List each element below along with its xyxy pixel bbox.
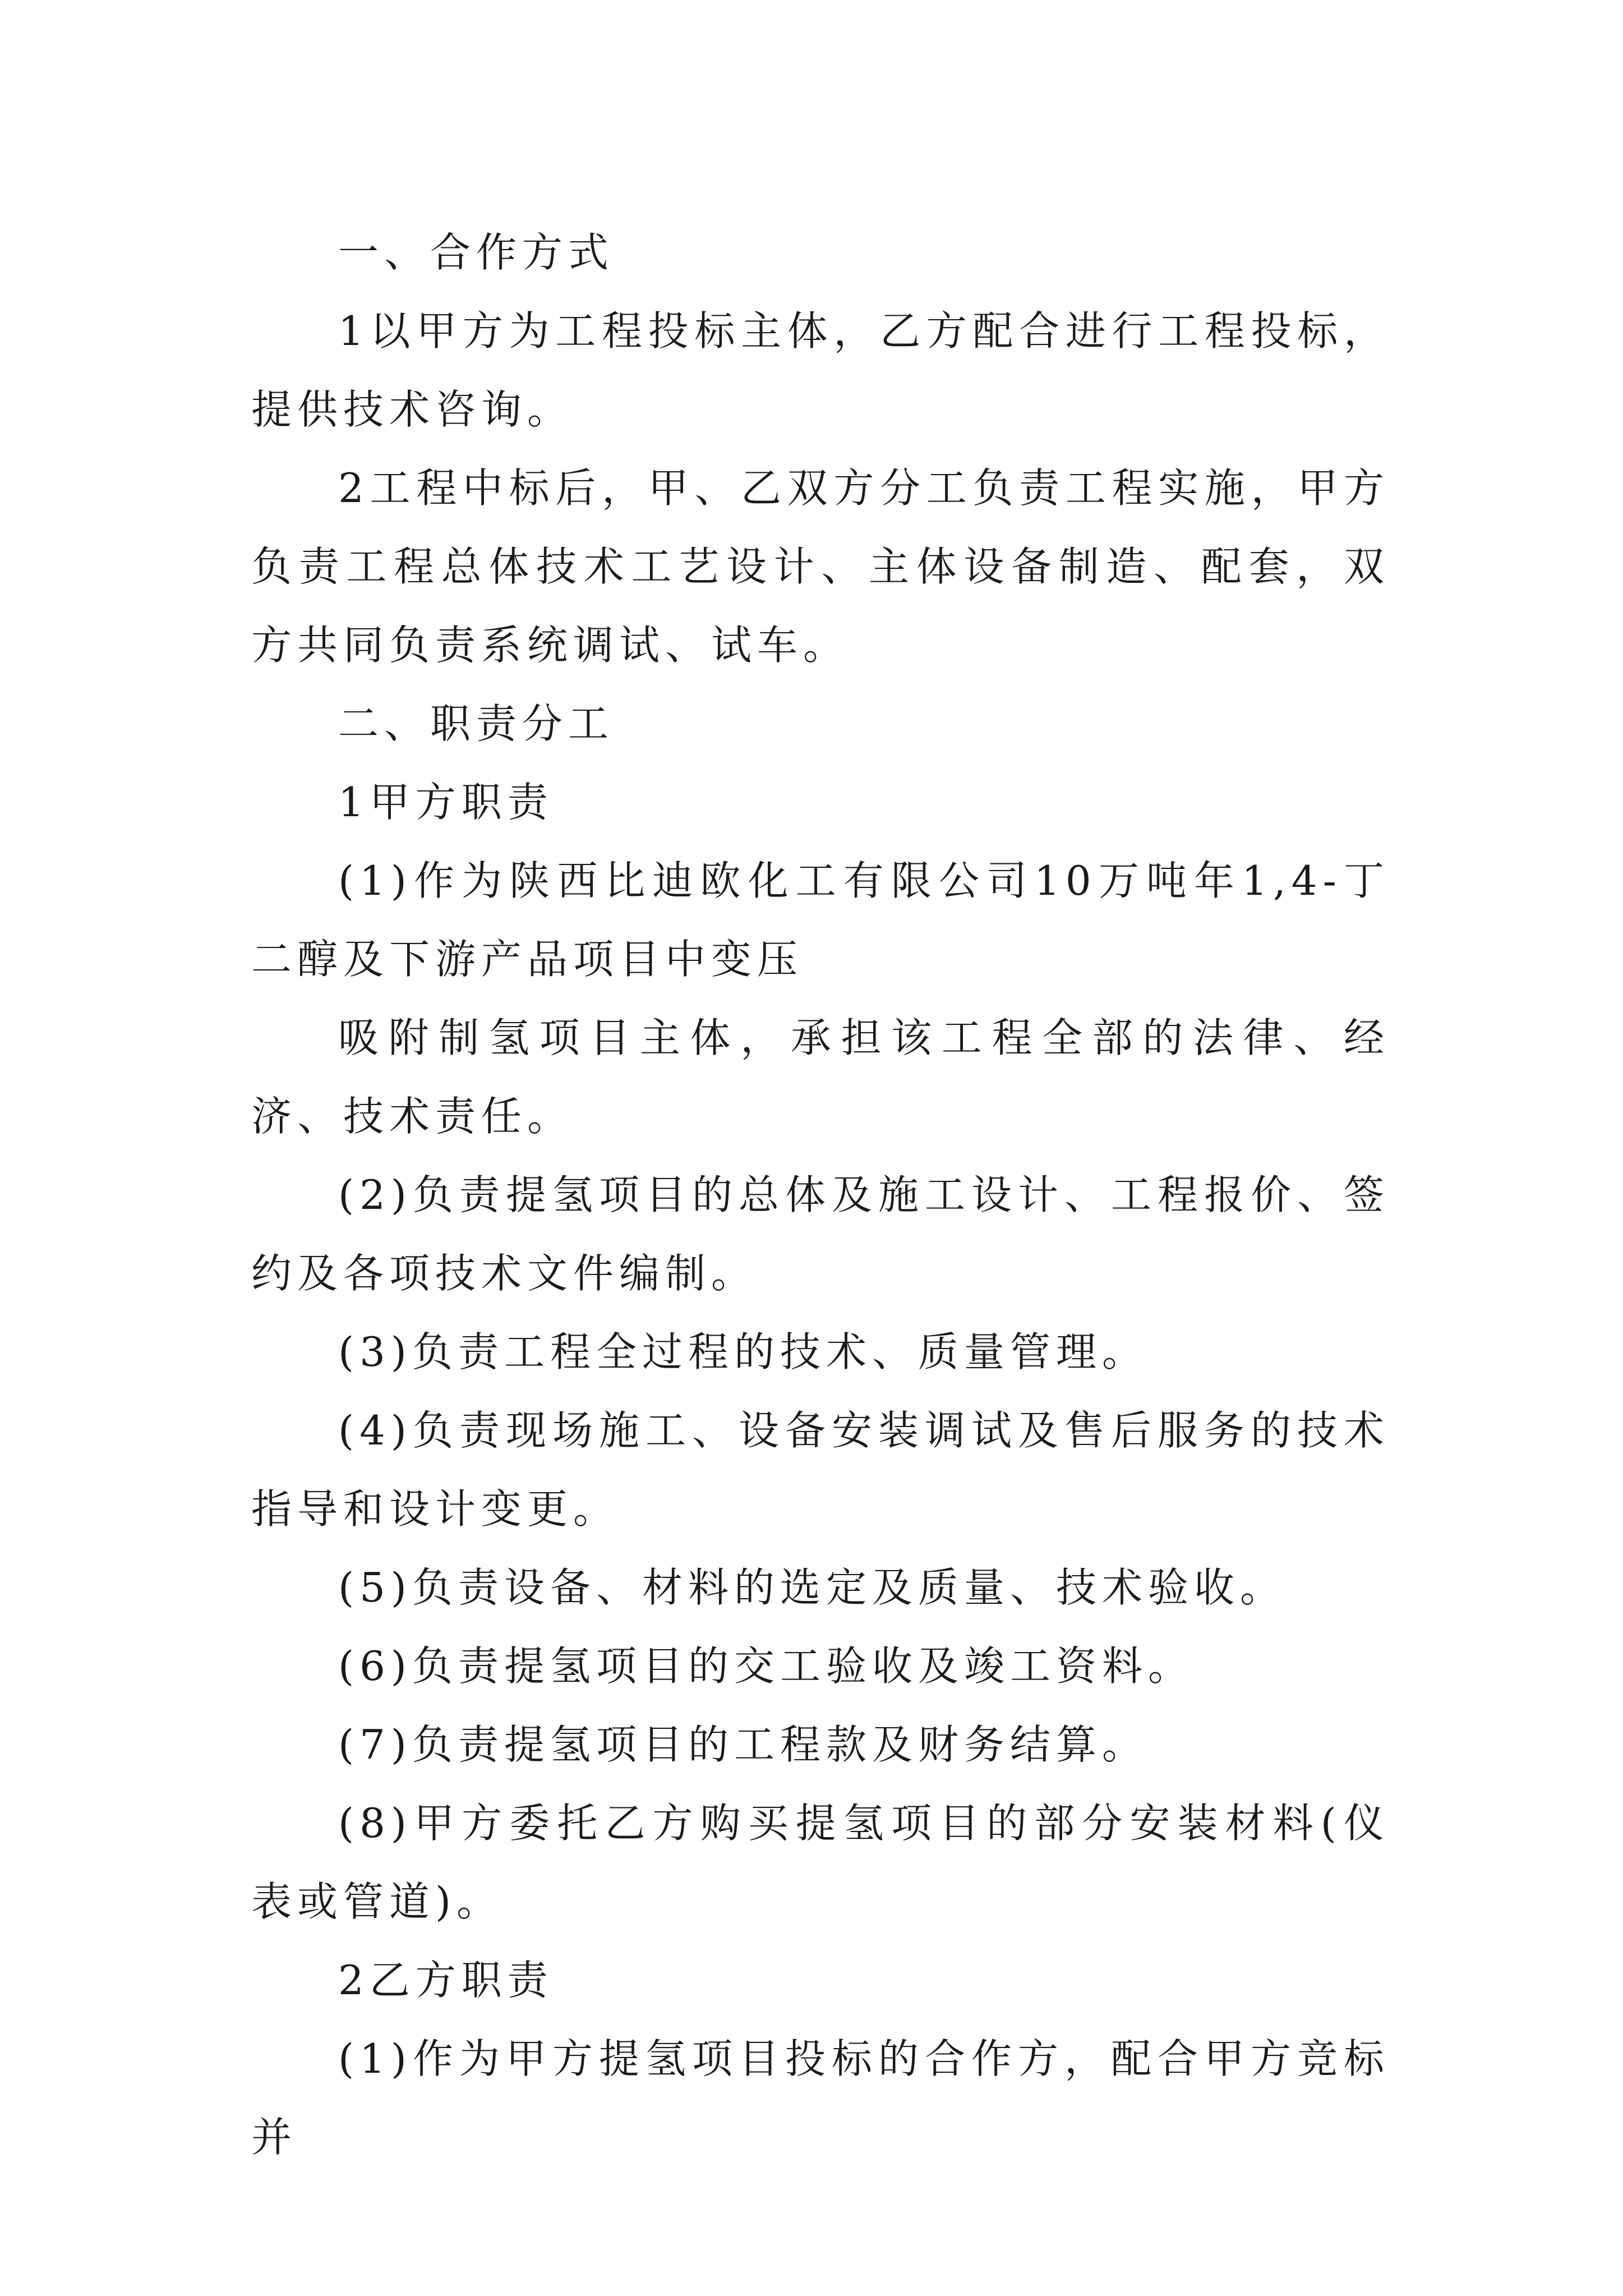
- subheading-party-a: 1甲方职责: [338, 779, 554, 826]
- section-heading-duties: 二、职责分工: [338, 700, 615, 747]
- paragraph-b-1: (1)作为甲方提氢项目投标的合作方，配合甲方竞标并: [251, 2035, 1390, 2161]
- paragraph-item-2: 2工程中标后，甲、乙双方分工负责工程实施，甲方负责工程总体技术工艺设计、主体设备制造、配套，双方共同负责系统调试、试车。: [251, 464, 1390, 669]
- paragraph-a-1: (1)作为陕西比迪欧化工有限公司10万吨年1,4-丁二醇及下游产品项目中变压: [251, 857, 1390, 983]
- paragraph-a-4: (4)负责现场施工、设备安装调试及售后服务的技术指导和设计变更。: [251, 1407, 1390, 1533]
- paragraph-a-1-continued: 吸附制氢项目主体，承担该工程全部的法律、经济、技术责任。: [251, 1014, 1390, 1140]
- document-body: [251, 213, 1390, 2177]
- paragraph-a-2: (2)负责提氢项目的总体及施工设计、工程报价、签约及各项技术文件编制。: [251, 1171, 1390, 1297]
- paragraph-a-7: (7)负责提氢项目的工程款及财务结算。: [338, 1721, 1148, 1768]
- subheading-party-b: 2乙方职责: [338, 1957, 554, 2004]
- section-heading-cooperation: 一、合作方式: [338, 229, 615, 276]
- paragraph-a-5: (5)负责设备、材料的选定及质量、技术验收。: [338, 1564, 1286, 1611]
- paragraph-a-6: (6)负责提氢项目的交工验收及竣工资料。: [338, 1642, 1194, 1690]
- paragraph-item-1: 1以甲方为工程投标主体，乙方配合进行工程投标，提供技术咨询。: [251, 307, 1390, 433]
- paragraph-a-8: (8)甲方委托乙方购买提氢项目的部分安装材料(仪表或管道)。: [251, 1800, 1390, 1925]
- paragraph-a-3: (3)负责工程全过程的技术、质量管理。: [338, 1328, 1148, 1375]
